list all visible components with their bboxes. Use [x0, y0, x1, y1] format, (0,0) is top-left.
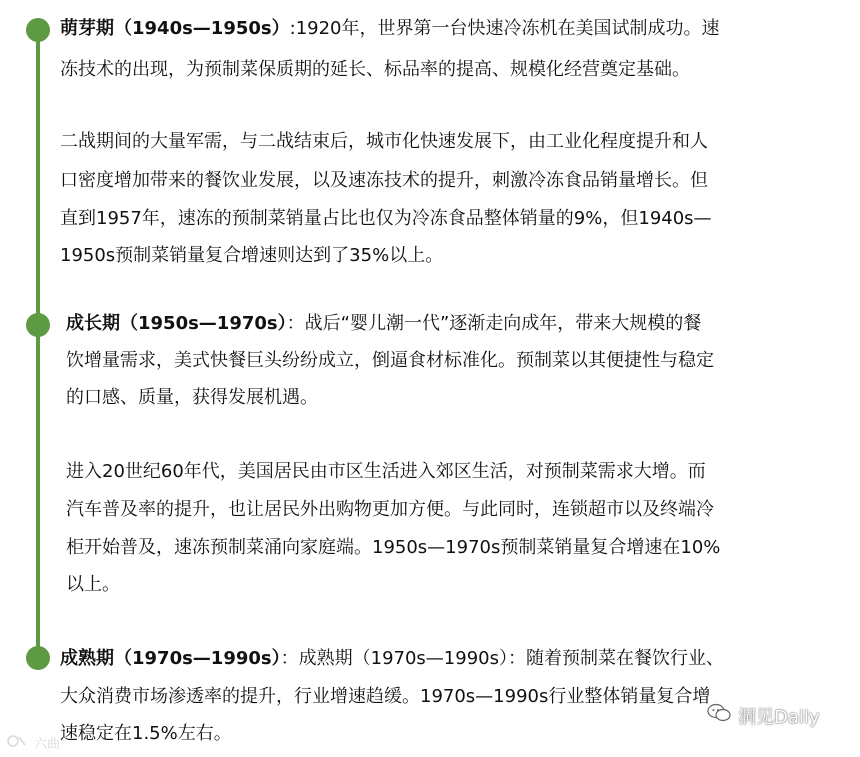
section-2-p2-line4: 以上。 [66, 574, 120, 595]
watermark-left-text: 六曲 [34, 737, 61, 752]
period-heading-1: 萌芽期（1940s—1950s） [60, 18, 290, 39]
section-2-p2-line3: 柜开始普及，速冻预制菜涌向家庭端。1950s—1970s预制菜销量复合增速在10% [66, 537, 721, 558]
section-1-p2-line3: 直到1957年，速冻的预制菜销量占比也仅为冷冻食品整体销量的9%，但1940s— [60, 208, 712, 229]
period-heading-2: 成长期（1950s—1970s） [66, 313, 287, 334]
section-2-p1-rest: ：战后“婴儿潮一代”逐渐走向成年，带来大规模的餐 [286, 313, 702, 334]
section-2-p2-line2: 汽车普及率的提升，也让居民外出购物更加方便。与此同时，连锁超市以及终端冷 [66, 499, 714, 520]
section-3-p1-line1 [60, 643, 724, 675]
section-3-p1-line2: 大众消费市场渗透率的提升，行业增速趋缓。1970s—1990s行业整体销量复合增 [60, 686, 711, 707]
watermark-left [6, 733, 60, 752]
section-1-p2-line2: 口密度增加带来的餐饮业发展，以及速冻技术的提升，刺激冷冻食品销量增长。但 [60, 170, 708, 191]
section-3-p1-line3: 速稳定在1.5%左右。 [60, 723, 232, 744]
timeline-line [36, 22, 40, 657]
section-2-p1-line2: 饮增量需求，美式快餐巨头纷纷成立，倒逼食材标准化。预制菜以其便捷性与稳定 [66, 350, 714, 371]
section-1-p2-line4: 1950s预制菜销量复合增速则达到了35%以上。 [60, 245, 444, 266]
section-2-p2-line1: 进入20世纪60年代，美国居民由市区生活进入郊区生活，对预制菜需求大增。而 [66, 461, 706, 482]
section-1-p1-line2: 冻技术的出现，为预制菜保质期的延长、标品率的提高、规模化经营奠定基础。 [60, 59, 690, 80]
watermark-logo-icon [6, 734, 28, 752]
section-2-p1-line3: 的口感、质量，获得发展机遇。 [66, 387, 318, 408]
watermark-right [706, 703, 820, 729]
wechat-icon [706, 703, 732, 728]
period-heading-3: 成熟期（1970s—1990s） [60, 648, 281, 669]
section-2-p1-line1 [66, 308, 701, 340]
section-3-p1-rest: ：成熟期（1970s—1990s）：随着预制菜在餐饮行业、 [280, 648, 724, 669]
timeline-dot-2 [26, 313, 50, 337]
section-1-p1-rest: :1920年，世界第一台快速冷冻机在美国试制成功。速 [289, 18, 720, 39]
timeline-dot-3 [26, 646, 50, 670]
watermark-right-text: 洞见Daily [738, 707, 820, 728]
section-1-p2-line1: 二战期间的大量军需，与二战结束后，城市化快速发展下，由工业化程度提升和人 [60, 131, 708, 152]
timeline-dot-1 [26, 18, 50, 42]
section-1-p1-line1 [60, 13, 720, 45]
